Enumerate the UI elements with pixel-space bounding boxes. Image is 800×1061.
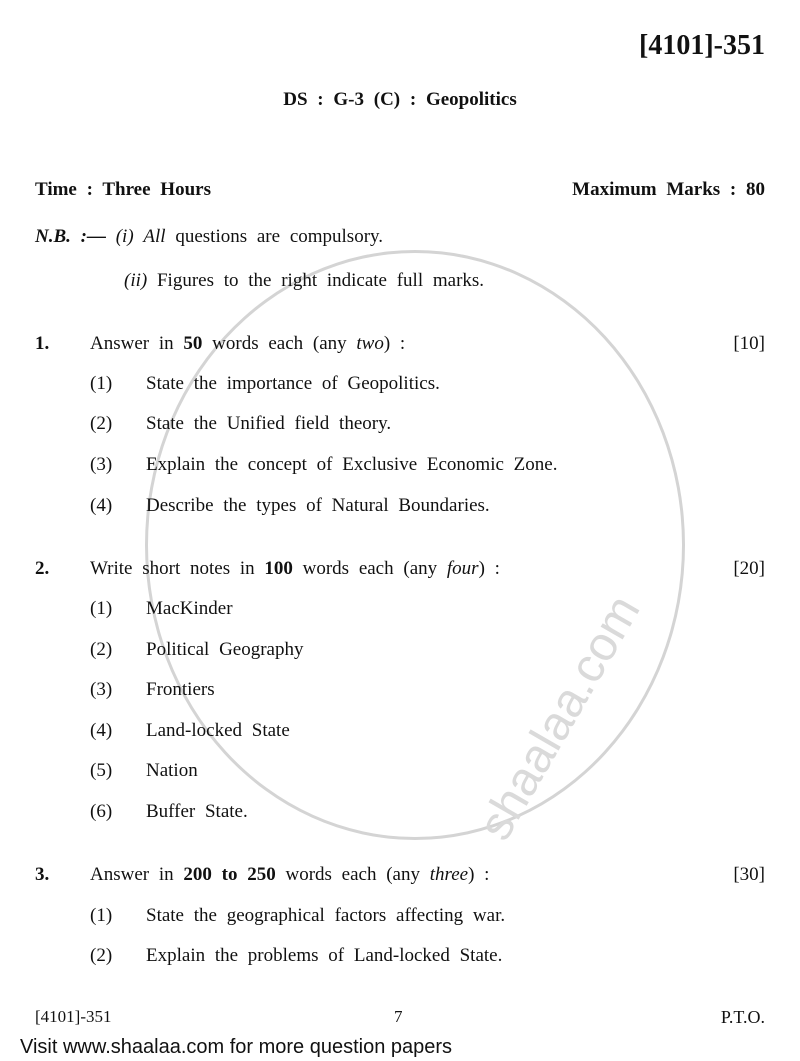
item-number: (2): [90, 639, 113, 660]
question-marks: [10]: [733, 333, 765, 354]
item-number: (2): [90, 945, 113, 966]
question-text: [90, 864, 489, 886]
question-pre: Write short notes in: [90, 558, 255, 579]
max-marks: Maximum Marks : 80: [572, 179, 765, 200]
question-choice: four: [446, 558, 479, 579]
footer-code: [4101]-351: [35, 1007, 112, 1026]
question-choice: two: [356, 333, 384, 354]
item-number: (1): [90, 598, 113, 619]
question-post: ) :: [478, 558, 500, 579]
question-pre: Answer in: [90, 864, 174, 885]
nb-i-num: (i): [115, 226, 134, 247]
nb-ii-num: (ii): [124, 270, 148, 291]
question-mid: words each (any: [302, 558, 438, 579]
time-label: Time : Three Hours: [35, 179, 211, 200]
page-number: 7: [394, 1007, 403, 1026]
paper-code: [4101]-351: [639, 30, 765, 61]
nb-line-2: [124, 270, 484, 292]
question-mid: words each (any: [212, 333, 347, 354]
question-count: 100: [264, 558, 293, 579]
question-mid: words each (any: [285, 864, 420, 885]
item-text: Frontiers: [146, 679, 215, 700]
item-number: (4): [90, 495, 113, 516]
question-marks: [20]: [733, 558, 765, 579]
question-post: ) :: [383, 333, 406, 354]
item-text: Land-locked State: [146, 720, 290, 741]
question-count: 50: [183, 333, 203, 354]
item-text: State the Unified field theory.: [146, 413, 392, 434]
question-number: 2.: [35, 558, 50, 579]
visit-link[interactable]: Visit www.shaalaa.com for more question papers: [20, 1036, 453, 1058]
item-number: (2): [90, 413, 113, 434]
item-text: Explain the problems of Land-locked State.: [146, 945, 503, 966]
item-number: (1): [90, 373, 113, 394]
question-text: [90, 333, 405, 355]
nb-ii-text: Figures to the right indicate full marks.: [156, 270, 485, 291]
item-text: Explain the concept of Exclusive Economic Zone.: [146, 454, 558, 475]
nb-label: N.B. :—: [35, 226, 106, 247]
item-text: State the geographical factors affecting war.: [146, 905, 506, 926]
item-number: (3): [90, 454, 113, 475]
nb-line-1: [35, 226, 383, 248]
question-number: 1.: [35, 333, 50, 354]
question-count: 200 to 250: [183, 864, 276, 885]
item-number: (1): [90, 905, 113, 926]
item-text: MacKinder: [146, 598, 233, 619]
item-text: Buffer State.: [146, 801, 248, 822]
item-number: (3): [90, 679, 113, 700]
question-marks: [30]: [733, 864, 765, 885]
question-choice: three: [429, 864, 469, 885]
item-number: (6): [90, 801, 113, 822]
item-text: Describe the types of Natural Boundaries.: [146, 495, 490, 516]
question-post: ) :: [468, 864, 490, 885]
item-text: State the importance of Geopolitics.: [146, 373, 440, 394]
watermark-text: shaalaa.com: [468, 586, 651, 849]
question-text: [90, 558, 500, 580]
item-number: (4): [90, 720, 113, 741]
nb-i-text: questions are compulsory.: [175, 226, 384, 247]
item-text: Nation: [146, 760, 198, 781]
item-text: Political Geography: [146, 639, 304, 660]
pto-label: P.T.O.: [720, 1007, 765, 1027]
question-pre: Answer in: [90, 333, 174, 354]
question-number: 3.: [35, 864, 50, 885]
item-number: (5): [90, 760, 113, 781]
nb-i-em: All: [143, 226, 166, 247]
paper-title: DS : G-3 (C) : Geopolitics: [283, 89, 517, 110]
